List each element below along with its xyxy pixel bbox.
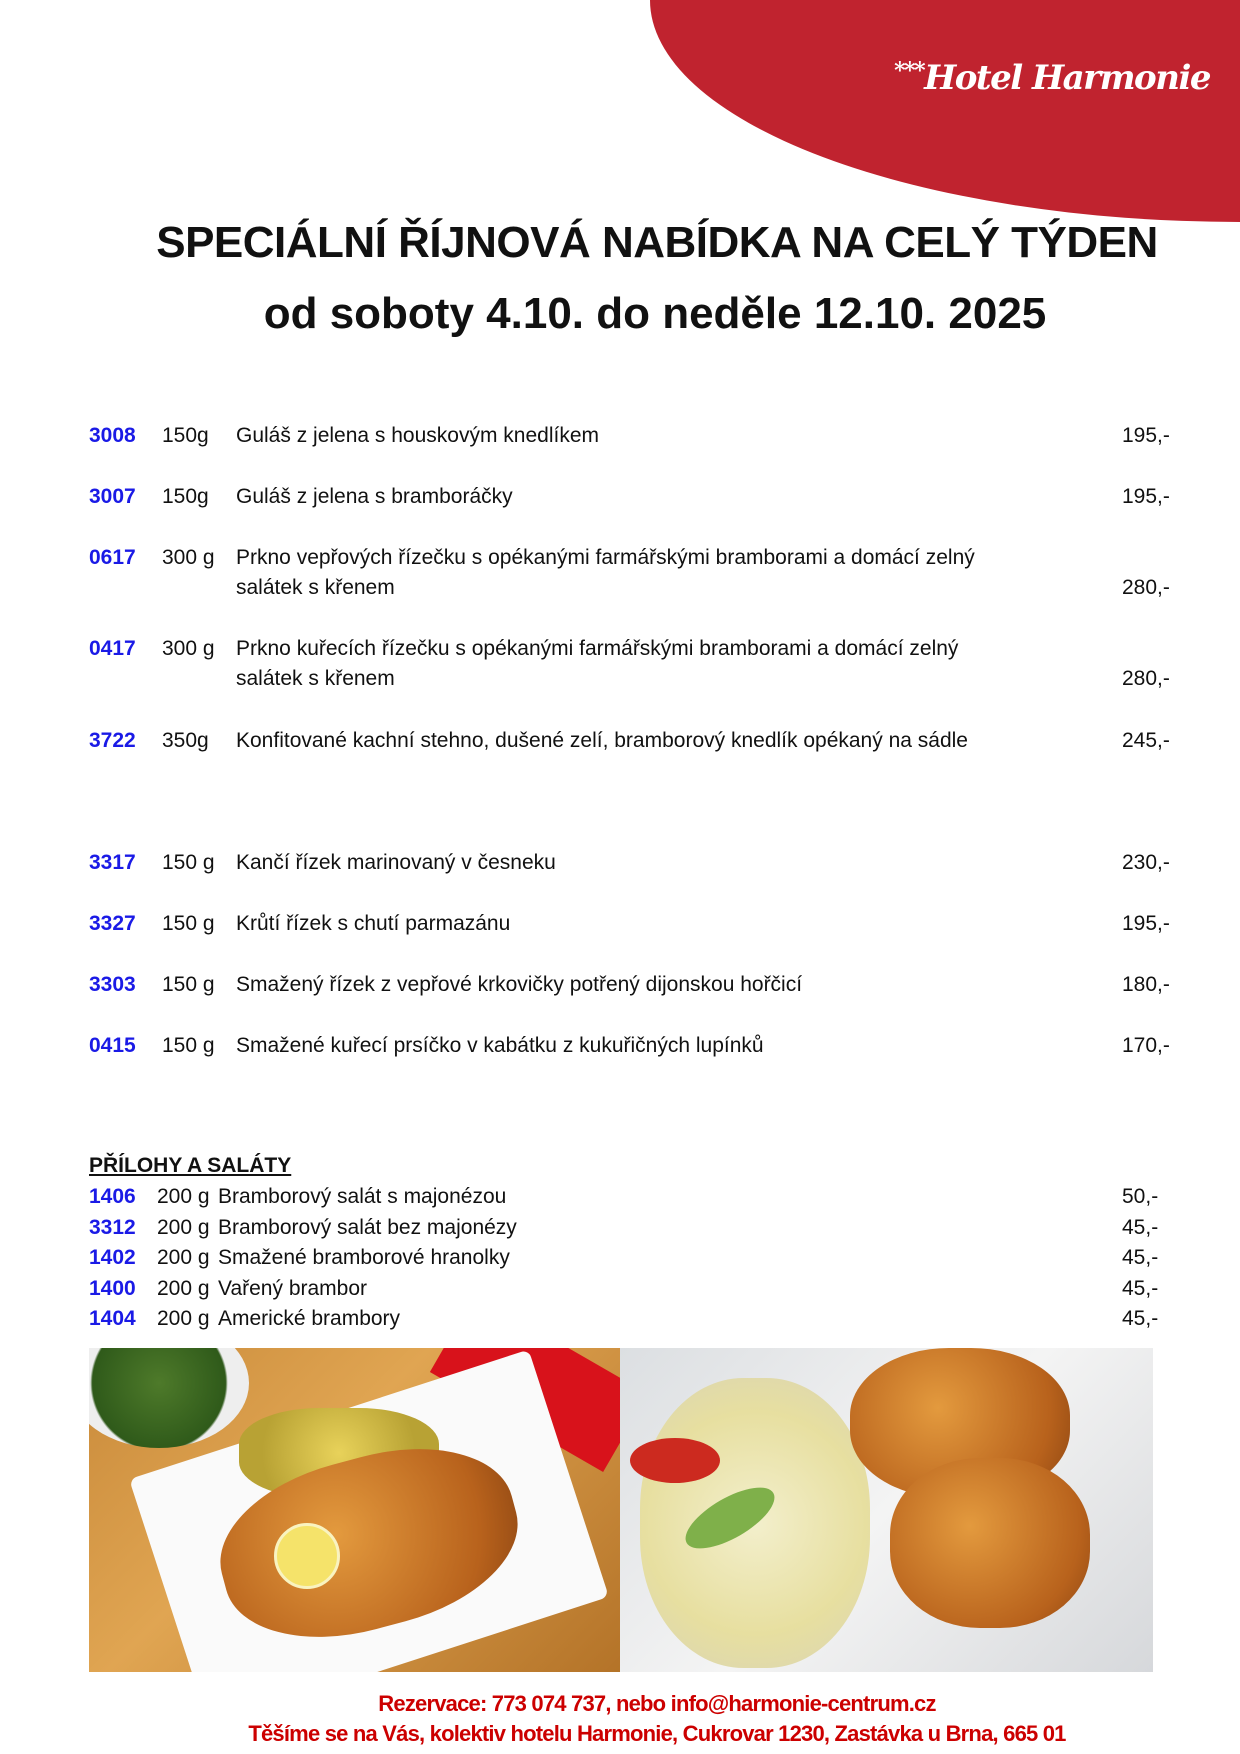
photo-schnitzel-potatoes (89, 1348, 620, 1672)
menu-item (0, 851, 1240, 881)
item-price: 280,- (1122, 667, 1170, 690)
item-weight: 300 g (162, 546, 215, 569)
item-code: 3722 (89, 729, 136, 752)
item-description: Smažený řízek z vepřové krkovičky potřený dijonskou hořčicí (236, 973, 803, 996)
side-price: 45,- (1122, 1215, 1159, 1239)
page-title: SPECIÁLNÍ ŘÍJNOVÁ NABÍDKA NA CELÝ TÝDEN (156, 218, 1158, 267)
item-price: 195,- (1122, 424, 1170, 447)
item-weight: 150 g (162, 973, 215, 996)
side-price: 45,- (1122, 1276, 1159, 1300)
menu-item (0, 1034, 1240, 1064)
item-description: Prkno kuřecích řízečku s opékanými farmářskými bramborami a domácí zelný (236, 637, 959, 660)
page-subtitle: od soboty 4.10. do neděle 12.10. 2025 (263, 289, 1047, 338)
side-code: 1406 (89, 1185, 136, 1208)
item-code: 3317 (89, 851, 136, 874)
menu-item (0, 729, 1240, 759)
item-weight: 150 g (162, 912, 215, 935)
menu-item (0, 637, 1240, 699)
logo-stars: *** (894, 58, 925, 84)
side-weight: 200 g (157, 1307, 210, 1330)
side-code: 1402 (89, 1246, 136, 1269)
item-code: 3007 (89, 485, 136, 508)
side-weight: 200 g (157, 1185, 210, 1208)
side-code: 1404 (89, 1307, 136, 1330)
side-item (0, 1246, 1240, 1276)
header-banner (650, 0, 1240, 222)
side-code: 1400 (89, 1276, 136, 1300)
side-description: Vařený brambor (218, 1276, 368, 1300)
item-code: 0417 (89, 637, 136, 660)
item-description: Konfitované kachní stehno, dušené zelí, bramborový knedlík opékaný na sádle (236, 729, 968, 752)
side-item (0, 1185, 1240, 1215)
side-code: 3312 (89, 1215, 136, 1239)
side-item (0, 1277, 1240, 1307)
item-weight: 150 g (162, 851, 215, 874)
item-weight: 150g (162, 485, 209, 508)
sides-heading: PŘÍLOHY A SALÁTY (89, 1154, 292, 1177)
menu-item (0, 546, 1240, 608)
side-weight: 200 g (157, 1246, 210, 1269)
item-description-cont: salátek s křenem (236, 667, 395, 690)
menu-item (0, 424, 1240, 454)
side-description: Smažené bramborové hranolky (218, 1246, 510, 1269)
side-description: Americké brambory (218, 1307, 401, 1330)
item-code: 0617 (89, 546, 136, 569)
side-price: 50,- (1122, 1185, 1159, 1208)
side-weight: 200 g (157, 1276, 210, 1300)
item-description-cont: salátek s křenem (236, 576, 395, 599)
photo-schnitzel-potato-salad (620, 1348, 1153, 1672)
logo-name: Hotel Harmonie (924, 58, 1210, 98)
item-price: 180,- (1122, 973, 1170, 996)
item-price: 195,- (1122, 912, 1170, 935)
item-description: Prkno vepřových řízečku s opékanými farmářskými bramborami a domácí zelný (236, 546, 975, 569)
side-price: 45,- (1122, 1246, 1159, 1269)
side-description: Bramborový salát s majonézou (218, 1185, 507, 1208)
item-weight: 150 g (162, 1034, 215, 1057)
item-code: 3303 (89, 973, 136, 996)
item-description: Guláš z jelena s houskovým knedlíkem (236, 424, 599, 447)
item-weight: 350g (162, 729, 209, 752)
side-description: Bramborový salát bez majonézy (218, 1215, 517, 1239)
menu-item (0, 485, 1240, 515)
item-description: Smažené kuřecí prsíčko v kabátku z kukuřičných lupínků (236, 1034, 764, 1057)
item-code: 0415 (89, 1034, 136, 1057)
footer-reservation: Rezervace: 773 074 737, nebo info@harmonie-centrum.cz (378, 1691, 936, 1716)
side-item (0, 1216, 1240, 1246)
item-price: 195,- (1122, 485, 1170, 508)
item-code: 3327 (89, 912, 136, 935)
item-price: 230,- (1122, 851, 1170, 874)
footer-address: Těšíme se na Vás, kolektiv hotelu Harmonie, Cukrovar 1230, Zastávka u Brna, 665 01 (248, 1721, 1066, 1746)
item-code: 3008 (89, 424, 136, 447)
item-price: 170,- (1122, 1034, 1170, 1057)
item-weight: 150g (162, 424, 209, 447)
item-price: 280,- (1122, 576, 1170, 599)
hotel-logo (894, 58, 1210, 98)
item-price: 245,- (1122, 729, 1170, 752)
item-description: Krůtí řízek s chutí parmazánu (236, 912, 511, 935)
menu-item (0, 912, 1240, 942)
side-weight: 200 g (157, 1215, 210, 1239)
menu-item (0, 973, 1240, 1003)
side-item (0, 1307, 1240, 1337)
side-price: 45,- (1122, 1307, 1159, 1330)
item-description: Kančí řízek marinovaný v česneku (236, 851, 556, 874)
item-weight: 300 g (162, 637, 215, 660)
item-description: Guláš z jelena s bramboráčky (236, 485, 513, 508)
